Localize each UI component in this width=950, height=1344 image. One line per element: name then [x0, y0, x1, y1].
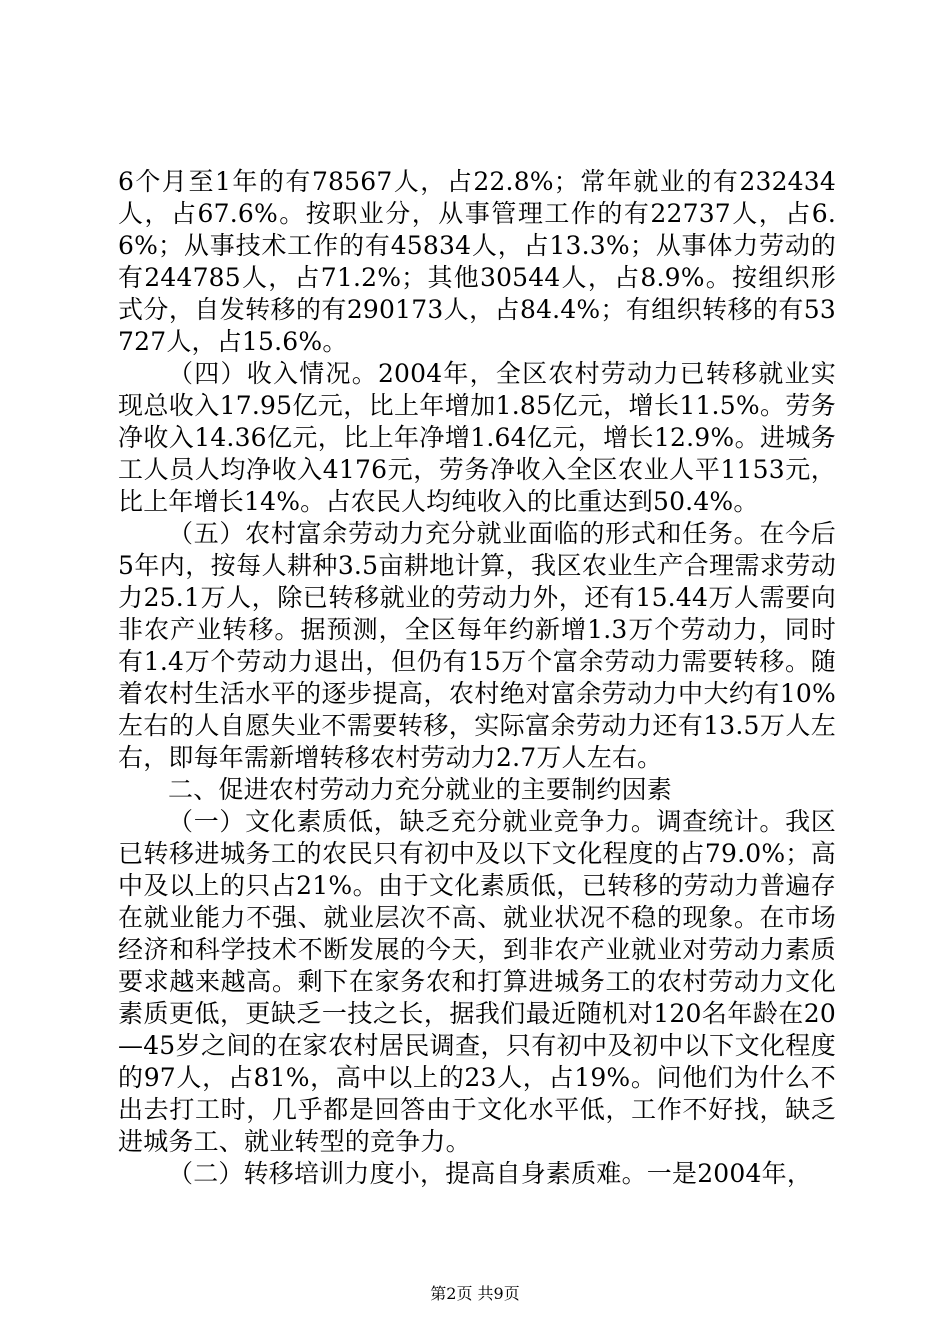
paragraph-training: （二）转移培训力度小，提高自身素质难。一是2004年，	[168, 1159, 813, 1188]
paragraph-education: （一）文化素质低，缺乏充分就业竞争力。调查统计。我区已转移进城务工的农民只有初中及以下文化程度的占79.0%；高中及以上的只占21%。由于文化素质低，已转移的劳动力普遍存在就业能力不强、就业层次不高、就业状况不稳的现象。在市场经济和科学技术不断发展的今天，到非农产业就业对劳动力素质要求越来越高。剩下在家务农和打算进城务工的农村劳动力文化素质更低，更缺乏一技之长，据我们最近随机对120名年龄在20—45岁之间的在家农村居民调查，只有初中及初中以下文化程度的97人，占81%，高中以上的23人，占19%。问他们为什么不出去打工时，几乎都是回答由于文化水平低，工作不好找，缺乏进城务工、就业转型的竞争力。	[118, 807, 836, 1156]
document-body	[118, 166, 836, 1190]
page-footer: 第2页 共9页	[430, 1284, 520, 1303]
section-heading-constraints: 二、促进农村劳动力充分就业的主要制约因素	[168, 775, 673, 804]
paragraph-income: （四）收入情况。2004年，全区农村劳动力已转移就业实现总收入17.95亿元，比上年增加1.85亿元，增长11.5%。劳务净收入14.36亿元，比上年净增1.64亿元，增长12.9%。进城务工人员人均净收入4176元，劳务净收入全区农业人平1153元，比上年增长14%。占农民人均纯收入的比重达到50.4%。	[118, 359, 836, 516]
paragraph-employment-stats: 6个月至1年的有78567人，占22.8%；常年就业的有232434人，占67.6%。按职业分，从事管理工作的有22737人，占6.6%；从事技术工作的有45834人，占13.3%；从事体力劳动的有244785人，占71.2%；其他30544人，占8.9%。按组织形式分，自发转移的有290173人，占84.4%；有组织转移的有53727人，占15.6%。	[118, 167, 836, 356]
paragraph-surplus-labor: （五）农村富余劳动力充分就业面临的形式和任务。在今后5年内，按每人耕种3.5亩耕地计算，我区农业生产合理需求劳动力25.1万人，除已转移就业的劳动力外，还有15.44万人需要向非农产业转移。据预测，全区每年约新增1.3万个劳动力，同时有1.4万个劳动力退出，但仍有15万个富余劳动力需要转移。随着农村生活水平的逐步提高，农村绝对富余劳动力中大约有10%左右的人自愿失业不需要转移，实际富余劳动力还有13.5万人左右，即每年需新增转移农村劳动力2.7万人左右。	[118, 519, 836, 772]
